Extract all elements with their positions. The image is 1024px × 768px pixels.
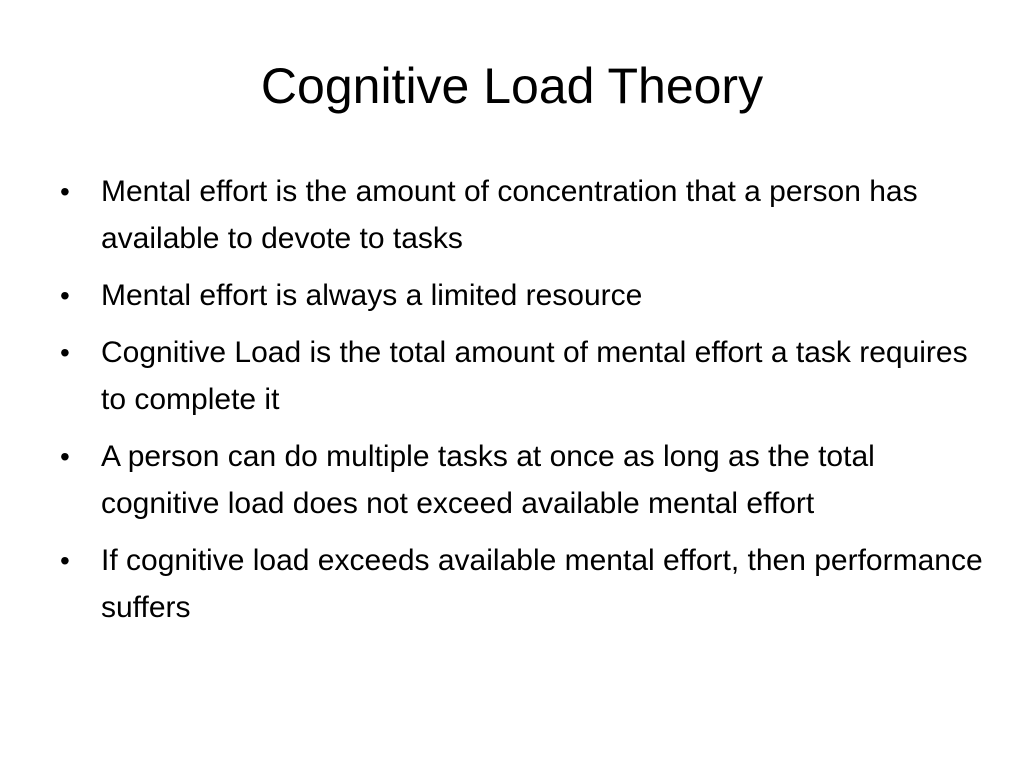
bullet-text: Mental effort is always a limited resource (101, 279, 643, 312)
bullet-list (58, 168, 988, 631)
bullet-marker: • (60, 337, 70, 368)
bullet-item (58, 537, 988, 631)
bullet-marker: • (60, 441, 70, 472)
bullet-marker: • (60, 545, 70, 576)
bullet-text: A person can do multiple tasks at once as long as the total cognitive load does not exceed available mental effort (101, 440, 875, 520)
bullet-item (58, 433, 988, 527)
bullet-marker: • (60, 176, 70, 207)
bullet-marker: • (60, 280, 70, 311)
bullet-item (58, 272, 988, 319)
bullet-item (58, 329, 988, 423)
slide-title: Cognitive Load Theory (260, 58, 764, 114)
bullet-text: Cognitive Load is the total amount of mental effort a task requires to complete it (101, 336, 968, 416)
bullet-item (58, 168, 988, 262)
bullet-text: Mental effort is the amount of concentration that a person has available to devote to tasks (101, 175, 918, 255)
bullet-text: If cognitive load exceeds available mental effort, then performance suffers (101, 544, 983, 624)
